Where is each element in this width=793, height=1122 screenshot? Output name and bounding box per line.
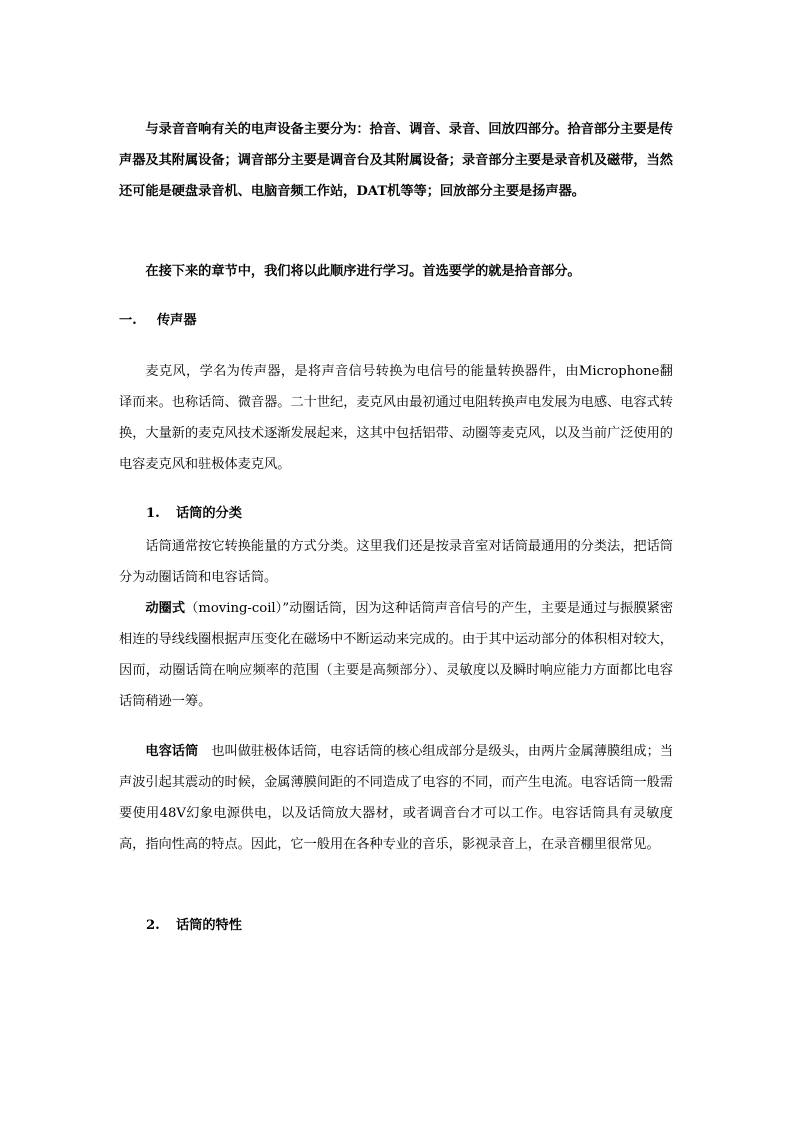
subsection-title-1: 话筒的分类 — [176, 506, 242, 521]
condenser-mic-term: 电容话筒 — [145, 744, 199, 759]
classification-paragraph: 话筒通常按它转换能量的方式分类。这里我们还是按录音室对话筒最通用的分类法，把话筒分为动圈话筒和电容话筒。 — [119, 539, 673, 585]
subsection-heading-1 — [146, 504, 242, 524]
subsection-title-2: 话筒的特性 — [176, 918, 242, 933]
section-heading — [119, 311, 197, 331]
intro-paragraph-1: 与录音音响有关的电声设备主要分为：拾音、调音、录音、回放四部分。拾音部分主要是传声器及其附属设备；调音部分主要是调音台及其附属设备；录音部分主要是录音机及磁带，当然还可能是硬盘录音机、电脑音频工作站，DAT机等等；回放部分主要是扬声器。 — [119, 122, 673, 199]
intro-paragraph-2: 在接下来的章节中，我们将以此顺序进行学习。首选要学的就是拾音部分。 — [145, 264, 581, 279]
dynamic-mic-term: 动圈式 — [145, 601, 186, 616]
subsection-heading-2 — [146, 916, 242, 936]
section-paragraph: 麦克风，学名为传声器，是将声音信号转换为电信号的能量转换器件，由Microphone翻译而来。也称话筒、微音器。二十世纪，麦克风由最初通过电阻转换声电发展为电感、电容式转换，大量新的麦克风技术逐渐发展起来，这其中包括铝带、动圈等麦克风，以及当前广泛使用的电容麦克风和驻极体麦克风。 — [119, 364, 673, 472]
condenser-mic-description: 也叫做驻极体话筒，电容话筒的核心组成部分是级头，由两片金属薄膜组成；当声波引起其震动的时候，金属薄膜间距的不同造成了电容的不同，而产生电流。电容话筒一般需要使用48V幻象电源供电，以及话筒放大器材，或者调音台才可以工作。电容话筒具有灵敏度高，指向性高的特点。因此，它一般用在各种专业的音乐，影视录音上，在录音棚里很常见。 — [119, 744, 674, 852]
dynamic-mic-description: （moving-coil）”动圈话筒，因为这种话筒声音信号的产生，主要是通过与振膜紧密相连的导线线圈根据声压变化在磁场中不断运动来完成的。由于其中运动部分的体积相对较大，因而，动圈话筒在响应频率的范围（主要是高频部分）、灵敏度以及瞬时响应能力方面都比电容话筒稍逊一筹。 — [119, 601, 674, 709]
subsection-number-1: 1. — [146, 506, 160, 521]
section-title: 传声器 — [157, 313, 197, 328]
condenser-mic-paragraph — [119, 736, 673, 860]
dynamic-mic-paragraph — [119, 593, 673, 717]
subsection-number-2: 2. — [146, 918, 160, 933]
section-number: 一. — [119, 313, 137, 328]
